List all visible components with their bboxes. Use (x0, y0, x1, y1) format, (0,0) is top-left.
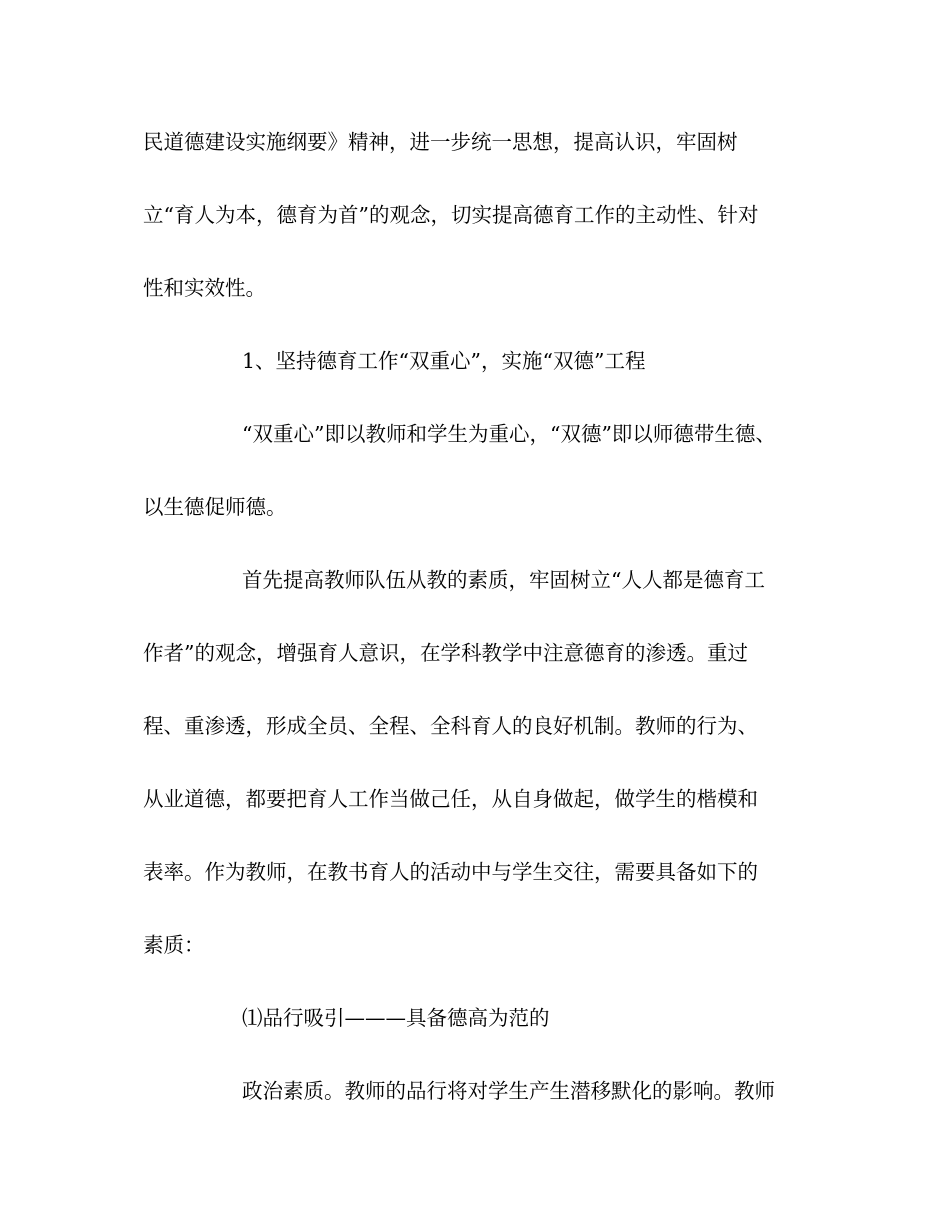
text-line: 立“育人为本，德育为首”的观念，切实提高德育工作的主动性、针对 (143, 203, 759, 227)
text-line: 从业道德，都要把育人工作当做己任，从自身做起，做学生的楷模和 (143, 787, 758, 811)
text-line: “双重心”即以教师和学生为重心，“双德”即以师德带生德、 (242, 422, 776, 446)
text-line: 作者”的观念，增强育人意识，在学科教学中注意德育的渗透。重过 (143, 641, 748, 665)
text-line: 表率。作为教师，在教书育人的活动中与学生交往，需要具备如下的 (143, 860, 758, 884)
text-line: 以生德促师德。 (143, 495, 287, 519)
section-heading: 1、坚持德育工作“双重心”，实施“双德”工程 (242, 349, 646, 373)
text-line: 首先提高教师队伍从教的素质，牢固树立“人人都是德育工 (242, 568, 765, 592)
list-item-heading: ⑴品行吸引———具备德高为范的 (242, 1006, 550, 1030)
text-line: 程、重渗透，形成全员、全程、全科育人的良好机制。教师的行为、 (143, 714, 758, 738)
text-line: 政治素质。教师的品行将对学生产生潜移默化的影响。教师 (242, 1079, 775, 1103)
text-line: 民道德建设实施纲要》精神，进一步统一思想，提高认识，牢固树 (143, 130, 738, 154)
text-line: 素质： (143, 933, 205, 957)
text-line: 性和实效性。 (143, 276, 266, 300)
